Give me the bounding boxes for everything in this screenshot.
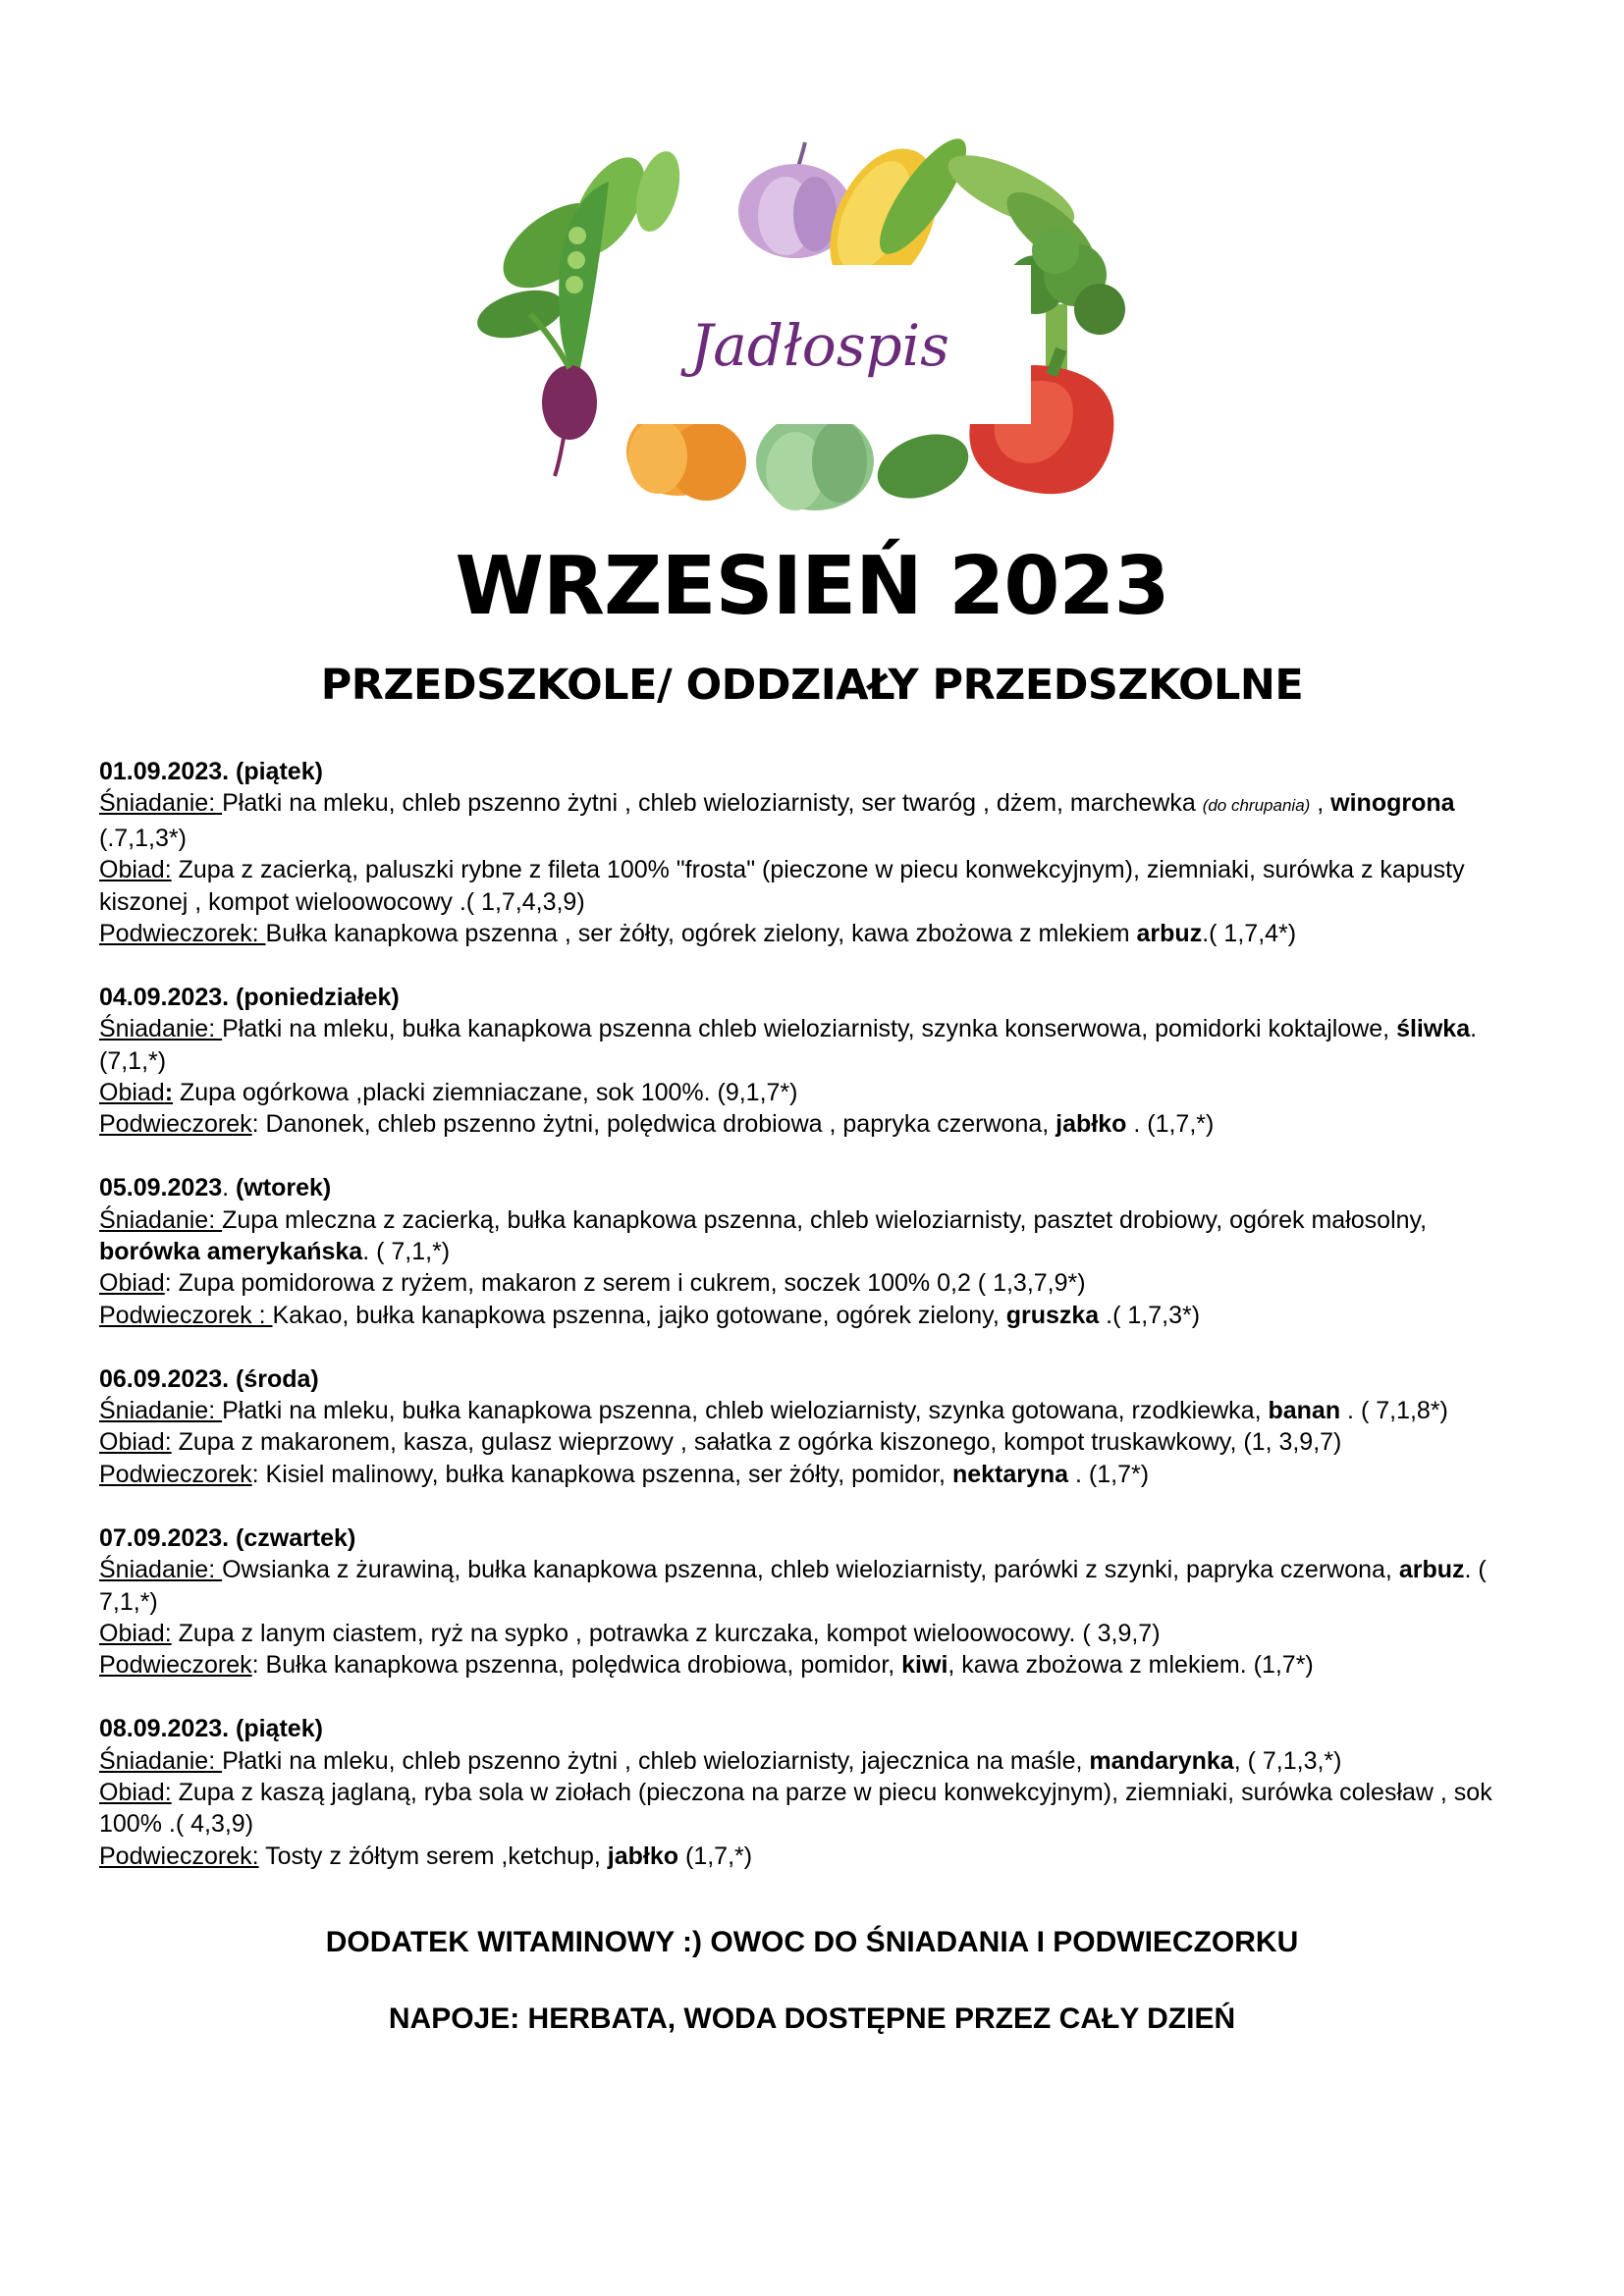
lunch-label: Obiad: — [99, 1428, 172, 1457]
snack-line — [99, 1300, 1523, 1331]
menu-day — [99, 982, 1523, 1141]
breakfast-fruit: arbuz — [1398, 1556, 1465, 1584]
page-title: WRZESIEŃ 2023 — [455, 540, 1169, 633]
jadlospis-banner — [461, 137, 1178, 530]
lunch-text: Zupa z kaszą jaglaną, ryba sola w ziołach (pieczona na parze w piecu konwekcyjnym), ziemniaki, surówka colesław , sok 100% .( 4,3,9) — [99, 1778, 1492, 1839]
breakfast-label: Śniadanie: — [99, 1397, 223, 1425]
breakfast-line — [99, 1204, 1523, 1268]
breakfast-text: Płatki na mleku, chleb pszenno żytni , chleb wieloziarnisty, jajecznica na maśle, — [222, 1746, 1090, 1775]
menu-day — [99, 756, 1523, 949]
menu-day — [99, 1713, 1523, 1872]
lunch-label: Obiad: — [99, 1619, 172, 1647]
day-date: 04.09.2023. (poniedziałek) — [99, 983, 400, 1011]
page-subtitle: PRZEDSZKOLE/ ODDZIAŁY PRZEDSZKOLNE — [320, 661, 1304, 710]
breakfast-text: Owsianka z żurawiną, bułka kanapkowa pszenna, chleb wieloziarnisty, parówki z szynki, papryka czerwona, — [222, 1556, 1399, 1584]
breakfast-line — [99, 787, 1523, 854]
breakfast-text-2: , — [1310, 789, 1331, 818]
day-weekday: (wtorek) — [236, 1174, 332, 1202]
snack-allergens: . (1,7,*) — [1126, 1110, 1215, 1139]
snack-line — [99, 1108, 1523, 1140]
breakfast-fruit: banan — [1268, 1397, 1341, 1425]
snack-allergens: , kawa zbożowa z mlekiem. (1,7*) — [947, 1651, 1314, 1680]
snack-line — [99, 918, 1523, 949]
day-date-number: 05.09.2023 — [99, 1174, 223, 1202]
vitamin-note: DODATEK WITAMINOWY :) OWOC DO ŚNIADANIA I PODWIECZORKU — [325, 1926, 1299, 1958]
snack-line — [99, 1841, 1523, 1872]
lunch-line — [99, 1426, 1523, 1458]
breakfast-fruit: śliwka — [1396, 1015, 1471, 1043]
menu-list — [99, 756, 1523, 1904]
artichoke-icon — [756, 412, 874, 510]
lunch-text: : Zupa pomidorowa z ryżem, makaron z serem i cukrem, soczek 100% 0,2 ( 1,3,7,9*) — [164, 1269, 1086, 1298]
breakfast-label: Śniadanie: — [99, 1205, 223, 1234]
lunch-line — [99, 1618, 1523, 1649]
snack-allergens: .( 1,7,3*) — [1099, 1301, 1201, 1329]
lunch-text: Zupa ogórkowa ,placki ziemniaczane, sok 100%. (9,1,7*) — [173, 1079, 798, 1107]
menu-day — [99, 1172, 1523, 1331]
snack-text: : Kisiel malinowy, bułka kanapkowa pszenna, ser żółty, pomidor, — [251, 1460, 952, 1488]
snack-label: Podwieczorek — [99, 1460, 252, 1488]
drinks-note: NAPOJE: HERBATA, WODA DOSTĘPNE PRZEZ CAŁY DZIEŃ — [388, 2002, 1236, 2035]
snack-allergens: . (1,7*) — [1068, 1460, 1150, 1488]
breakfast-label: Śniadanie: — [99, 1015, 223, 1043]
snack-text: Tosty z żółtym serem ,ketchup, — [258, 1842, 608, 1870]
breakfast-fruit: mandarynka — [1089, 1746, 1234, 1775]
day-date: 07.09.2023. (czwartek) — [99, 1523, 356, 1552]
breakfast-text: Płatki na mleku, chleb pszenno żytni , chleb wieloziarnisty, ser twaróg , dżem, marchewka — [222, 789, 1203, 818]
banner-script-title: Jadłospis — [690, 312, 949, 379]
snack-line — [99, 1459, 1523, 1490]
snack-text: : Bułka kanapkowa pszenna, polędwica drobiowa, pomidor, — [251, 1651, 902, 1680]
snack-label: Podwieczorek: — [99, 920, 266, 948]
breakfast-line — [99, 1554, 1523, 1618]
breakfast-allergens: . ( 7,1,*) — [99, 1556, 1487, 1616]
day-date: 08.09.2023. (piątek) — [99, 1715, 323, 1743]
snack-fruit: gruszka — [1005, 1301, 1100, 1329]
breakfast-allergens: , ( 7,1,3,*) — [1233, 1746, 1342, 1775]
snack-label: Podwieczorek — [99, 1110, 252, 1139]
snack-fruit: nektaryna — [951, 1460, 1069, 1488]
lunch-text: Zupa z makaronem, kasza, gulasz wieprzowy , sałatka z ogórka kiszonego, kompot truskawkowy, (1, 3,9,7) — [171, 1428, 1342, 1457]
day-date: 06.09.2023. (środa) — [99, 1364, 319, 1393]
snack-line — [99, 1649, 1523, 1681]
breakfast-line — [99, 1745, 1523, 1777]
day-date: 01.09.2023. (piątek) — [99, 758, 323, 785]
breakfast-allergens: . ( 7,1,8*) — [1340, 1397, 1448, 1425]
breakfast-label: Śniadanie: — [99, 1556, 223, 1584]
breakfast-line — [99, 1013, 1523, 1077]
snack-fruit: jabłko — [607, 1842, 679, 1870]
snack-allergens: (1,7,*) — [678, 1842, 753, 1870]
leaf-icon — [869, 422, 978, 509]
breakfast-line — [99, 1395, 1523, 1426]
lunch-label: Obiad: — [99, 856, 172, 884]
menu-day — [99, 1363, 1523, 1491]
breakfast-label: Śniadanie: — [99, 789, 223, 818]
breakfast-allergens: . (7,1,*) — [99, 1015, 1478, 1075]
lunch-line — [99, 1777, 1523, 1841]
breakfast-fruit: winogrona — [1330, 789, 1455, 818]
snack-label: Podwieczorek — [99, 1651, 252, 1680]
breakfast-text: Zupa mleczna z zacierką, bułka kanapkowa pszenna, chleb wieloziarnisty, pasztet drobiowy, ogórek małosolny, — [222, 1205, 1428, 1234]
breakfast-label: Śniadanie: — [99, 1746, 223, 1775]
lunch-line — [99, 1267, 1523, 1299]
snack-text: Kakao, bułka kanapkowa pszenna, jajko gotowane, ogórek zielony, — [272, 1301, 1006, 1329]
menu-day — [99, 1522, 1523, 1682]
snack-fruit: jabłko — [1056, 1110, 1127, 1139]
lunch-colon: : — [164, 1079, 174, 1107]
day-date-separator: . — [222, 1174, 237, 1202]
snack-fruit: kiwi — [901, 1651, 948, 1680]
breakfast-note: (do chrupania) — [1202, 796, 1311, 816]
breakfast-fruit: borówka amerykańska — [99, 1238, 363, 1266]
lunch-label: Obiad — [99, 1269, 165, 1298]
snack-text: Bułka kanapkowa pszenna , ser żółty, ogórek zielony, kawa zbożowa z mlekiem — [265, 920, 1137, 948]
snack-label: Podwieczorek : — [99, 1301, 273, 1329]
lunch-text: Zupa z zacierką, paluszki rybne z fileta 100% "frosta" (pieczone w piecu konwekcyjnym), ziemniaki, surówka z kapusty kiszonej , kompot wieloowocowy .( 1,7,4,3,9) — [99, 856, 1465, 916]
breakfast-allergens: . ( 7,1,*) — [362, 1238, 451, 1266]
lunch-line — [99, 854, 1523, 918]
snack-label: Podwieczorek: — [99, 1842, 259, 1870]
breakfast-text: Płatki na mleku, bułka kanapkowa pszenna chleb wieloziarnisty, szynka konserwowa, pomidorki koktajlowe, — [222, 1015, 1397, 1043]
snack-allergens: .( 1,7,4*) — [1202, 920, 1297, 948]
lunch-label: Obiad — [99, 1079, 165, 1107]
lunch-label: Obiad: — [99, 1778, 172, 1806]
snack-fruit: arbuz — [1136, 920, 1203, 948]
lunch-text: Zupa z lanym ciastem, ryż na sypko , potrawka z kurczaka, kompot wieloowocowy. ( 3,9,7) — [171, 1619, 1161, 1647]
snack-text: : Danonek, chleb pszenno żytni, polędwica drobiowa , papryka czerwona, — [251, 1110, 1056, 1139]
day-date — [99, 1172, 1523, 1203]
lunch-line — [99, 1077, 1523, 1108]
breakfast-allergens: (.7,1,3*) — [99, 824, 187, 852]
breakfast-text: Płatki na mleku, bułka kanapkowa pszenna, chleb wieloziarnisty, szynka gotowana, rzodkiewka, — [222, 1397, 1269, 1425]
